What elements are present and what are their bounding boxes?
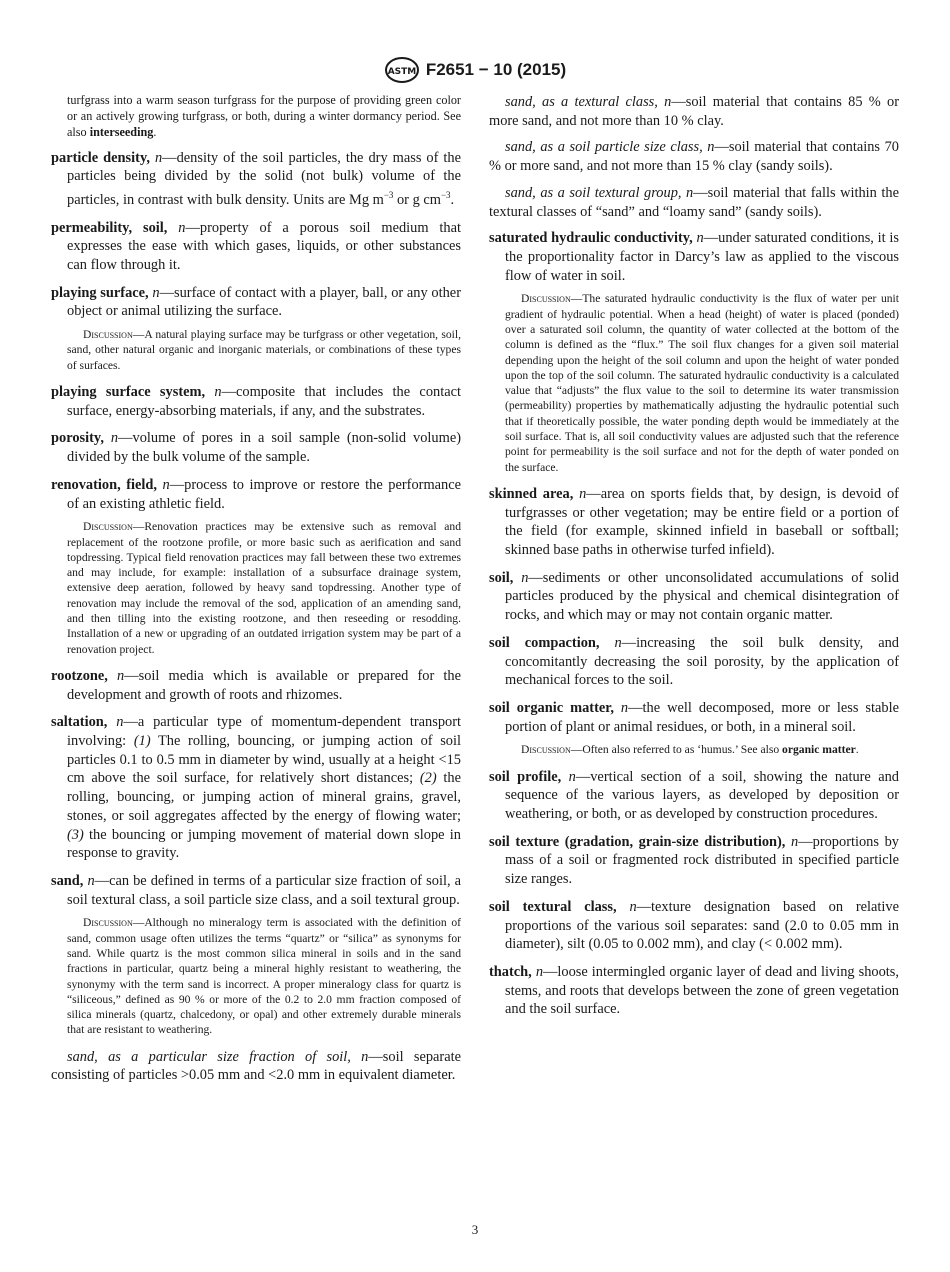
definition-soil-organic-matter: soil organic matter, n—the well decomposed, more or less stable portion of plant or animal residues, or both, in a mineral soil. (489, 699, 899, 735)
discussion-note: Discussion—The saturated hydraulic conductivity is the flux of water per unit gradient of hydraulic potential. When a head (height) of water is placed (ponded) over a saturated soil column, the quantity of water collected at the bottom of the column is defined as the “flux.” The soil flux changes for a given soil material depending upon the height of the soil column and upon the height of water ponded upon the top of the soil column. The saturated hydraulic conductivity is a calculated value that “adjusts” the flux value to the soil to determine its water transmission (permeability) properties by mathematically adjusting the hydraulic potential such that if theoretically possible, the water ponding depth would be immediately at the soil surface. That is, all soil conductivity values are adjusted such that the reference point for permeability is the soil surface and not for the depth of water ponded on the surface. (505, 292, 899, 474)
definition-soil: soil, n—sediments or other unconsolidated accumulations of solid particles produced by the physical and chemical disintegration of rocks, and which may or may not contain organic matter. (489, 569, 899, 624)
definition-soil-textural-class: soil textural class, n—texture designation based on relative proportions of the various soil separates: sand (2.0 to 0.05 mm in diameter), silt (0.05 to 0.002 mm), and clay (< 0.002 mm). (489, 898, 899, 953)
definition-sand-textural-group: sand, as a soil textural group, n—soil material that falls within the textural classes of “sand” and “loamy sand” (sandy soils). (489, 184, 899, 220)
discussion-note: Discussion—Although no mineralogy term is associated with the definition of sand, common usage often utilizes the terms “quartz” or “silica” as synonyms for sand. While quartz is the most common silica mineral in soils and in the sand fractions in particular, quartz being a mineral highly resistant to weathering, the synonymy with the term sand is incorrect. A proper mineralogy class for quartz is “siliceous,” defined as 90 % or more of the 0.2 to 2.0 mm fraction composed of silica minerals (quartz, chalcedony, or opal) and other extremely durable minerals that are resistant to weathering. (67, 916, 461, 1037)
right-column (489, 93, 899, 1028)
cross-reference: organic matter (782, 743, 856, 757)
definition-permeability: permeability, soil, n—property of a porous soil medium that expresses the ease with which gases, liquids, or other substances can flow through it. (51, 219, 461, 274)
definition-renovation: renovation, field, n—process to improve or restore the performance of an existing athletic field. (51, 476, 461, 512)
definition-sand-particle-size-class: sand, as a soil particle size class, n—soil material that contains 70 % or more sand, and not more than 15 % clay (sandy soils). (489, 139, 899, 175)
definition-playing-surface: playing surface, n—surface of contact with a player, ball, or any other object or animal utilizing the surface. (51, 284, 461, 320)
left-column (51, 93, 461, 1093)
continued-paragraph: turfgrass into a warm season turfgrass for the purpose of providing green color or an actively growing turfgrass, or both, during a winter dormancy period. See also interseeding. (67, 93, 461, 139)
definition-rootzone: rootzone, n—soil media which is available or prepared for the development and growth of roots and rhizomes. (51, 667, 461, 703)
definition-playing-surface-system: playing surface system, n—composite that includes the contact surface, energy-absorbing materials, if any, and the substrates. (51, 384, 461, 419)
definition-sand-textural-class: sand, as a textural class, n—soil material that contains 85 % or more sand, and not more than 10 % clay. (489, 94, 900, 129)
definition-saturated-hydraulic-conductivity: saturated hydraulic conductivity, n—under saturated conditions, it is the proportionality factor in Darcy’s law as applied to the viscous flow of water in soil. (489, 230, 899, 284)
astm-logo-icon (384, 56, 420, 84)
definition-thatch: thatch, n—loose intermingled organic layer of dead and living shoots, stems, and roots that develops between the zone of green vegetation and the soil surface. (489, 963, 899, 1018)
page-header (0, 55, 950, 85)
definition-particle-density: particle density, n—density of the soil particles, the dry mass of the particles being divided by the solid (not bulk) volume of the particles, in contrast with bulk density. Units are Mg $m^{-3}$ or g $cm^{-3}$. (51, 149, 462, 208)
standard-designation: F2651 − 10 (2015) (425, 60, 567, 79)
definition-soil-compaction: soil compaction, n—increasing the soil bulk density, and concomitantly decreasing the soil porosity, by the application of mechanical forces to the soil. (489, 634, 899, 689)
discussion-note: Discussion—Often also referred to as ‘humus.’ See also organic matter. (521, 743, 859, 757)
definition-sand: sand, n—can be defined in terms of a particular size fraction of soil, a soil textural class, a soil particle size class, and a soil textural group. (51, 872, 461, 908)
discussion-note: Discussion—A natural playing surface may be turfgrass or other vegetation, soil, sand, other natural organic and inorganic materials, or combinations of these types of surfaces. (67, 328, 461, 372)
definition-soil-texture: soil texture (gradation, grain-size distribution), n—proportions by mass of a soil or fragmented rock distributed in specified particle size ranges. (489, 833, 899, 888)
definition-porosity: porosity, n—volume of pores in a soil sample (non-solid volume) divided by the bulk volume of the sample. (51, 430, 461, 466)
discussion-note: Discussion—Renovation practices may be extensive such as removal and replacement of the rootzone profile, or more basic such as aerification and sand topdressing. Typical field renovation practices may fall between these two extremes and may include, for example: installation of a subsurface drainage system, extensive deep aeration, followed by heavy sand topdressing. Another type of renovation may include the removal of the sod, application of an amending sand, and then tilling into the existing rootzone, and then reseeding or resodding. Installation of a new or upgrading of an outdated irrigation system may be part of a renovation project. (67, 520, 461, 656)
svg-text:ASTM: ASTM (387, 67, 417, 77)
definition-soil-profile: soil profile, n—vertical section of a soil, showing the nature and sequence of the various layers, as developed by deposition or weathering, or both, or as developed by construction procedures. (489, 768, 899, 823)
definition-saltation: saltation, n—a particular type of momentum-dependent transport involving: (1) The rolling, bouncing, or jumping action of soil particles 0.1 to 0.5 mm in diameter by wind, usually at a height <15 cm above the soil surface, for relatively short distances; (2) the rolling, bouncing, or jumping action of mineral grains, gravel, stones, or soil aggregates affected by the energy of flowing water; (3) the bouncing or jumping movement of material down slope in response to gravity. (51, 714, 462, 862)
definition-sand-size-fraction: sand, as a particular size fraction of soil, n—soil separate consisting of particles >0.05 mm and <2.0 mm in equivalent diameter. (51, 1048, 461, 1084)
page-number: 3 (471, 1222, 479, 1237)
cross-reference: interseeding (89, 124, 154, 139)
definition-skinned-area: skinned area, n—area on sports fields that, by design, is devoid of turfgrasses or other vegetation; may be entire field or a portion of the field (for example, skinned infield in baseball or softball; skinned base paths in otherwise turfed infield). (489, 485, 899, 558)
